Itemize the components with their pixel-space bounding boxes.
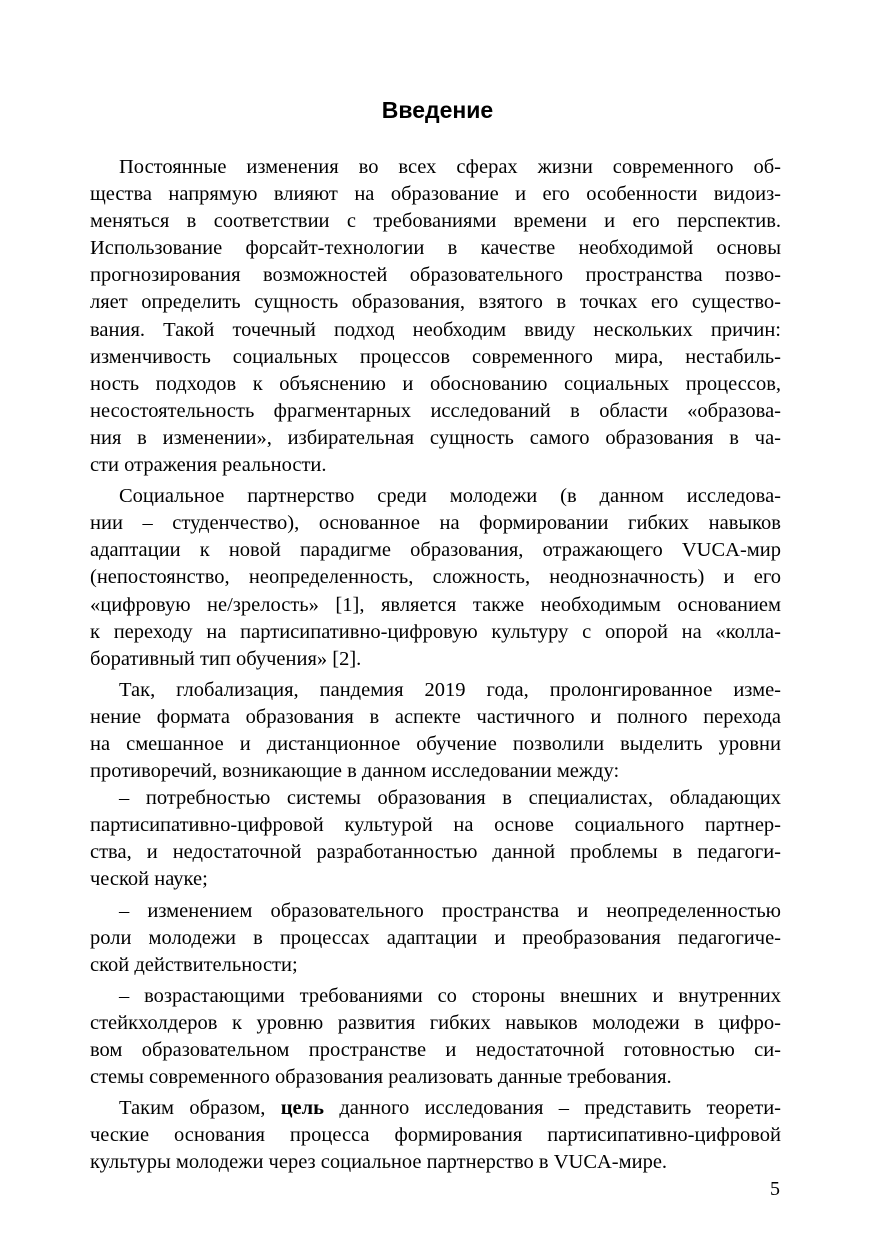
inline-text: данного исследования – представить теорети-: [323, 1097, 781, 1120]
page-title: Введение: [381, 97, 494, 123]
text-line: ния в изменении», избирательная сущность самого образования в ча-: [90, 426, 781, 449]
text-line: боративный тип обучения» [2].: [90, 647, 362, 670]
text-line: на смешанное и дистанционное обучение позволили выделить уровни: [90, 732, 781, 755]
text-line: адаптации к новой парадигме образования, отражающего VUCA-мир: [90, 539, 781, 562]
list-item-line: – возрастающими требованиями со стороны внешних и внутренних: [119, 984, 781, 1007]
text-line: нии – студенчество), основанное на формировании гибких навыков: [90, 512, 781, 535]
text-line: ляет определить сущность образования, взятого в точках его существо-: [90, 291, 781, 314]
text-line: сти отражения реальности.: [90, 454, 327, 477]
text-line: культуры молодежи через социальное партнерство в VUCA-мире.: [90, 1151, 668, 1174]
text-line: Постоянные изменения во всех сферах жизни современного об-: [119, 156, 781, 178]
text-line: к переходу на партисипативно-цифровую культуру с опорой на «колла-: [90, 620, 781, 643]
list-item-line: ческой науке;: [90, 868, 208, 891]
list-item-line: стемы современного образования реализовать данные требования.: [90, 1066, 672, 1089]
text-line: «цифровую не/зрелость» [1], является также необходимым основанием: [90, 593, 781, 616]
text-line: вания. Такой точечный подход необходим ввиду нескольких причин:: [90, 318, 781, 341]
text-line: изменчивость социальных процессов современного мира, нестабиль-: [90, 345, 781, 368]
text-line: меняться в соответствии с требованиями времени и его перспектив.: [90, 210, 781, 233]
text-line: несостоятельность фрагментарных исследований в области «образова-: [90, 399, 781, 422]
text-line: [90, 1095, 781, 1122]
text-line: противоречий, возникающие в данном исследовании между:: [90, 760, 620, 783]
text-line: (непостоянство, неопределенность, сложность, неоднозначность) и его: [90, 566, 781, 589]
body-text: [90, 154, 781, 1176]
text-line: ческие основания процесса формирования партисипативно-цифровой: [90, 1124, 781, 1147]
list-item-line: вом образовательном пространстве и недостаточной готовностью си-: [90, 1039, 781, 1061]
list-item-line: партисипативно-цифровой культурой на основе социального партнер-: [90, 814, 781, 837]
text-line: нение формата образования в аспекте частичного и полного перехода: [90, 705, 781, 728]
text-line: щества напрямую влияют на образование и его особенности видоиз-: [90, 183, 781, 206]
bold-keyword: цель: [280, 1097, 324, 1120]
list-item-line: ства, и недостаточной разработанностью данной проблемы в педагоги-: [90, 841, 781, 864]
text-line: ность подходов к объяснению и обоснованию социальных процессов,: [90, 372, 781, 395]
text-line: Использование форсайт-технологии в качестве необходимой основы: [90, 237, 781, 260]
list-item-line: – изменением образовательного пространства и неопределенностью: [119, 899, 781, 922]
text-line: Так, глобализация, пандемия 2019 года, пролонгированное изме-: [119, 678, 781, 701]
list-item-line: ской действительности;: [90, 953, 298, 976]
text-line: прогнозирования возможностей образовательного пространства позво-: [90, 264, 781, 287]
list-item-line: – потребностью системы образования в специалистах, обладающих: [119, 787, 781, 810]
page-number: 5: [770, 1178, 780, 1200]
text-line: Социальное партнерство среди молодежи (в данном исследова-: [119, 485, 781, 508]
list-item-line: роли молодежи в процессах адаптации и преобразования педагогиче-: [90, 926, 781, 949]
list-item-line: стейкхолдеров к уровню развития гибких навыков молодежи в цифро-: [90, 1011, 781, 1034]
inline-text: Таким образом,: [119, 1097, 281, 1120]
